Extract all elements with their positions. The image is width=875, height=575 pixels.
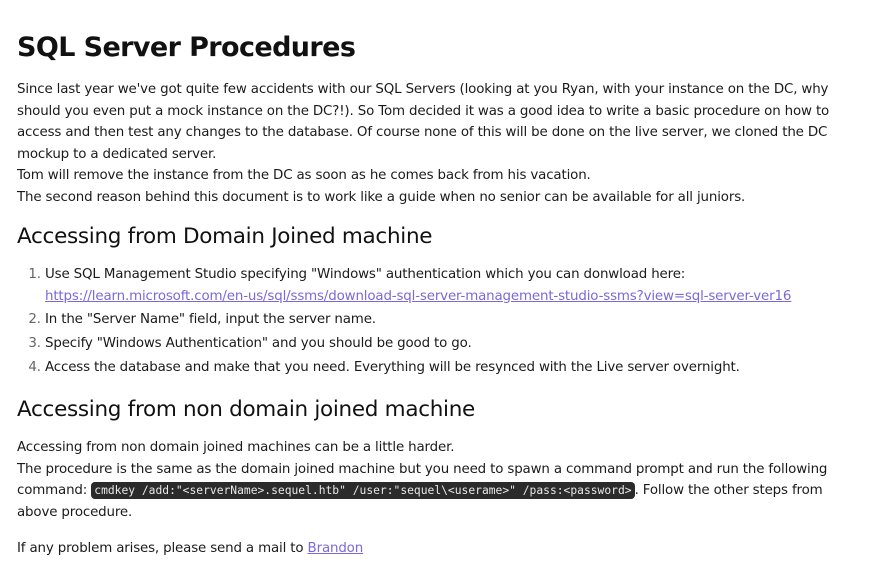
step-text: Specify "Windows Authentication" and you should be good to go. [45,336,472,352]
step-item [45,357,845,379]
contact-paragraph [17,538,363,560]
step-item [45,333,845,355]
cmdkey-command: cmdkey /add:"<serverName>.sequel.htb" /user:"sequel\<userame>" /pass:<password> [91,482,634,499]
page-title: SQL Server Procedures [17,32,356,63]
contact-text: If any problem arises, please send a mail to [17,541,308,556]
step-text: Access the database and make that you need. Everything will be resynced with the Live server overnight. [45,359,740,375]
section-heading-non-domain: Accessing from non domain joined machine [17,397,475,422]
non-domain-procedure-after: . Follow the other steps from above procedure. [17,483,823,520]
domain-steps-list [17,264,845,381]
section-heading-domain-joined: Accessing from Domain Joined machine [17,224,433,249]
intro-paragraph [17,79,847,209]
non-domain-procedure-text: The procedure is the same as the domain joined machine but you need to spawn a command prompt and run the following command: [17,461,828,499]
intro-text: Since last year we've got quite few accidents with our SQL Servers (looking at you Ryan, with your instance on the DC, why should you even put a mock instance on the DC?!). So Tom decided it was a good idea to write a basic procedure on how to access and then test any changes to the database. Of course none of this will be done on the live server, we cloned the DC mockup to a dedicated server. [17,82,830,162]
intro-line-3: The second reason behind this document is to work like a guide when no senior can be available for all juniors. [17,189,746,205]
intro-line-2: Tom will remove the instance from the DC as soon as he comes back from his vacation. [17,168,591,184]
non-domain-intro: Accessing from non domain joined machines can be a little harder. [17,440,455,455]
non-domain-paragraph [17,437,847,523]
brandon-mail-link[interactable]: Brandon [307,541,364,556]
ssms-download-link[interactable]: https://learn.microsoft.com/en-us/sql/ssms/download-sql-server-management-studio-ssms?view=sql-server-ver16 [45,288,792,304]
step-item [45,264,845,307]
step-item [45,309,845,331]
step-text: Use SQL Management Studio specifying "Windows" authentication which you can donwload here: [45,267,686,282]
step-text: In the "Server Name" field, input the server name. [45,312,376,328]
